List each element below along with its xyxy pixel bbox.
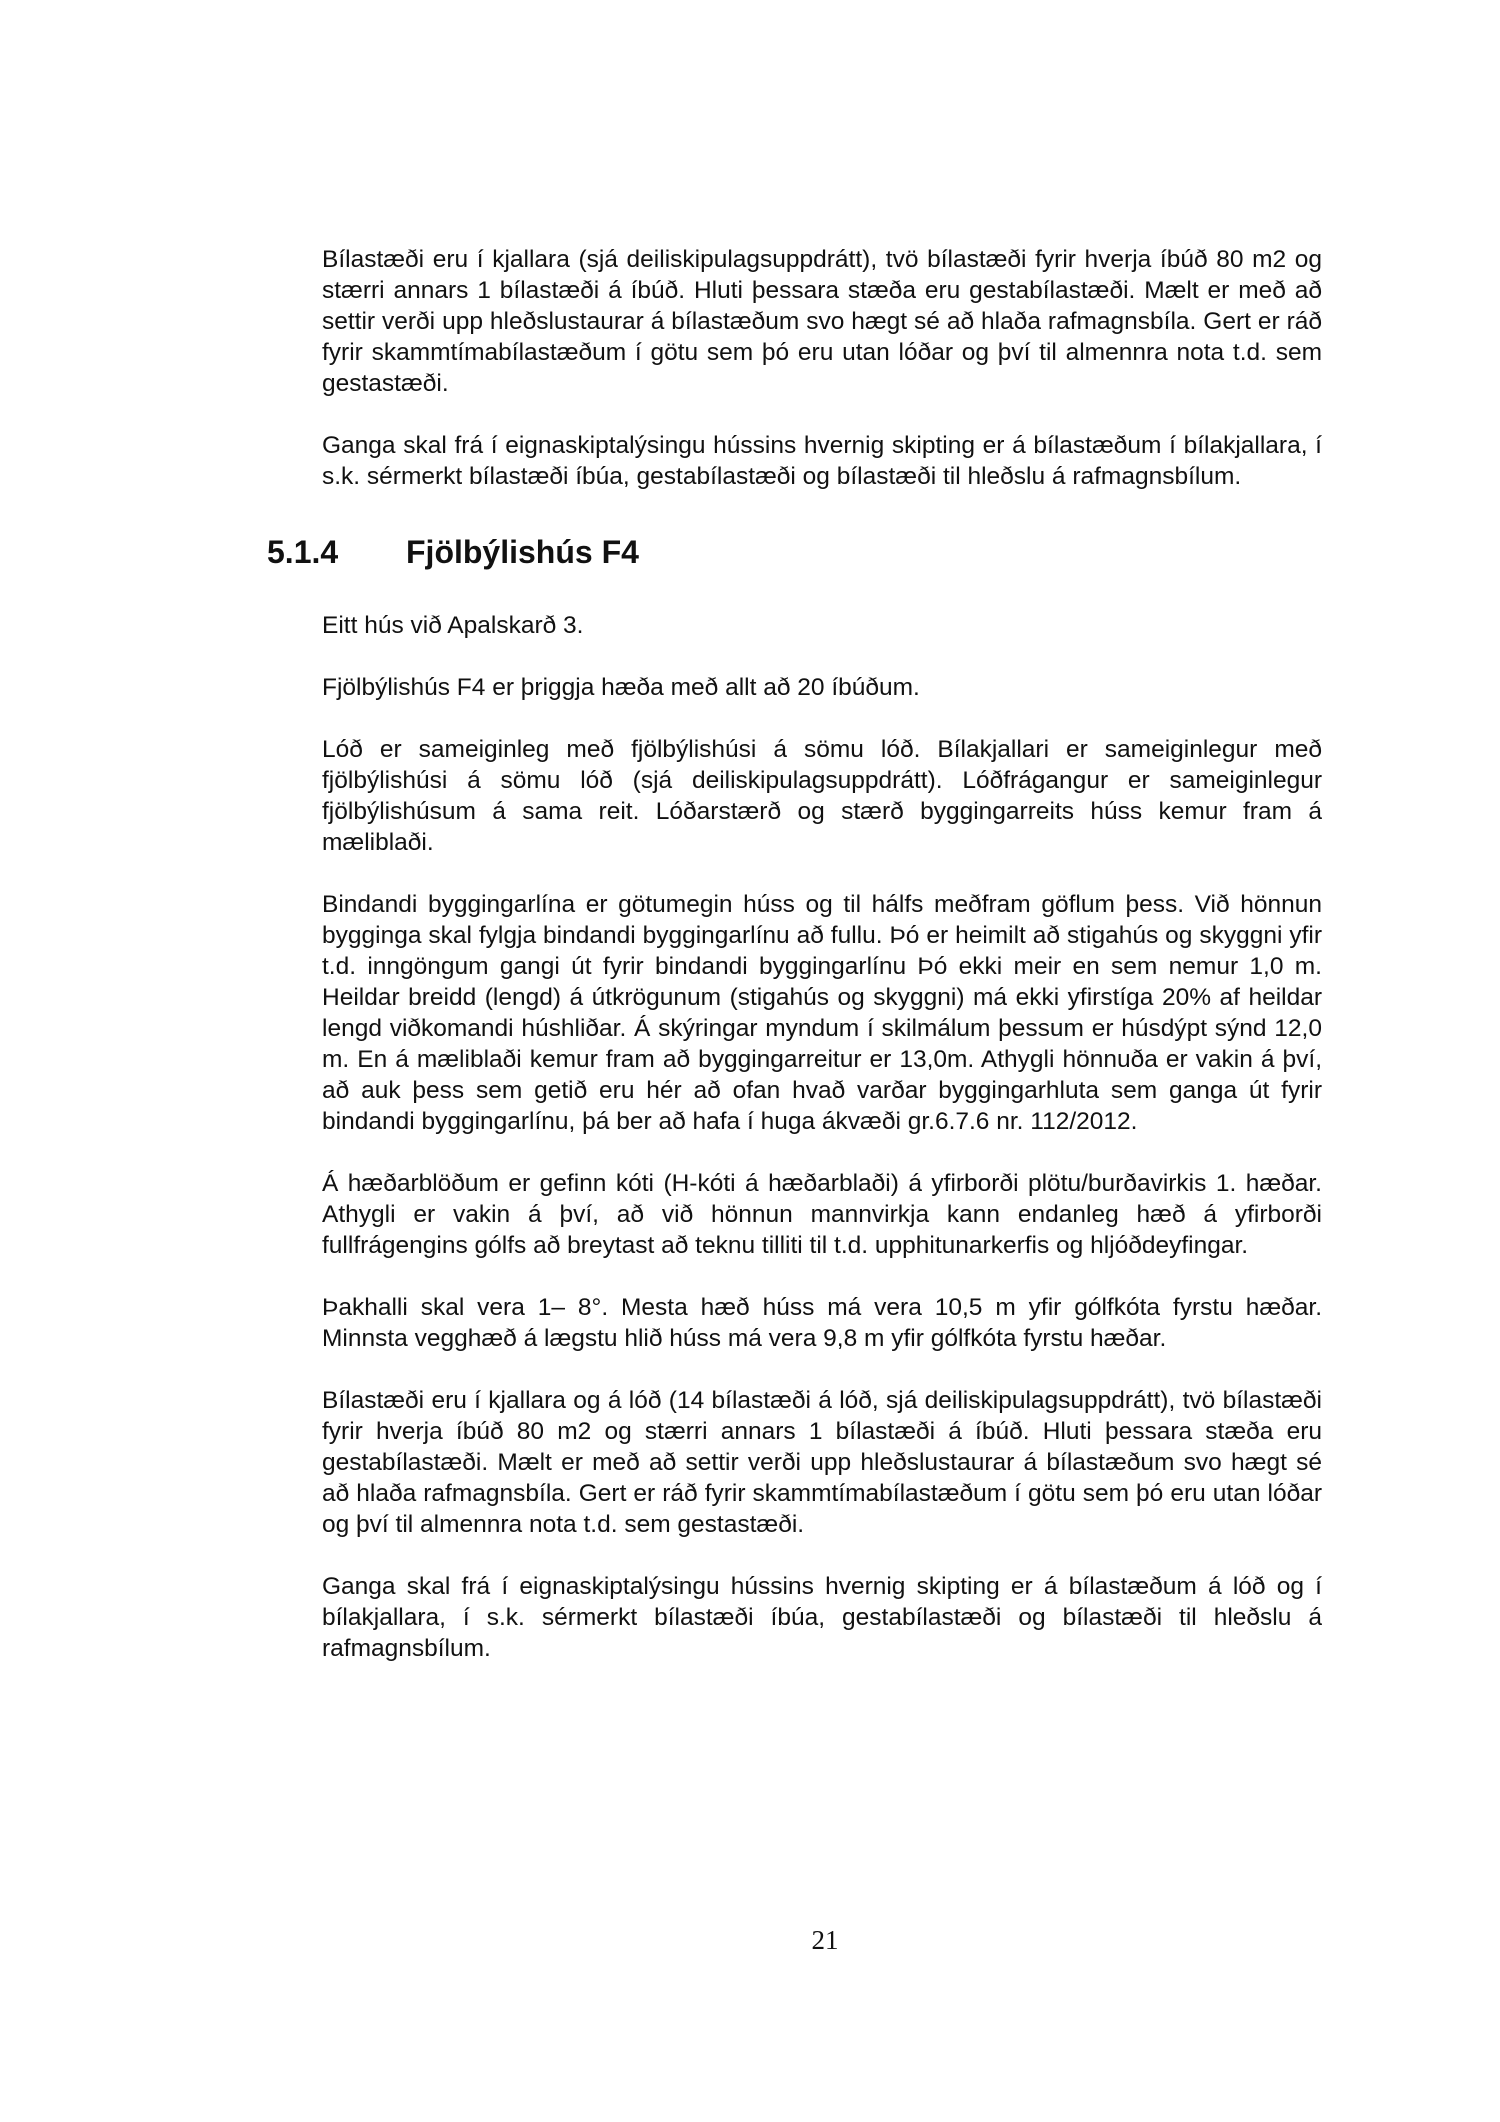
paragraph-parking-basement: Bílastæði eru í kjallara (sjá deiliskipulagsuppdrátt), tvö bílastæði fyrir hverja íbúð 80 m2 og stærri annars 1 bílastæði á íbúð. Hluti þessara stæða eru gestabílastæði. Mælt er með að settir verði upp hleðslustaurar á bílastæðum svo hægt sé að hlaða rafmagnsbíla. Gert er ráð fyrir skammtímabílastæðum í götu sem þó eru utan lóðar og því til almennra nota t.d. sem gestastæði. xyxy=(322,246,1322,397)
paragraph-building-line: Bindandi byggingarlína er götumegin húss og til hálfs meðfram göflum þess. Við hönnun bygginga skal fylgja bindandi byggingarlínu að fullu. Þó er heimilt að stigahús og skyggni yfir t.d. inngöngum gangi út fyrir bindandi byggingarlínu Þó ekki meir en sem nemur 1,0 m. Heildar breidd (lengd) á útkrögunum (stigahús og skyggni) má ekki yfirstíga 20% af heildar lengd viðkomandi húshliðar. Á skýringar myndum í skilmálum þessum er húsdýpt sýnd 12,0 m. En á mæliblaði kemur fram að byggingarreitur er 13,0m. Athygli hönnuða er vakin á því, að auk þess sem getið eru hér að ofan hvað varðar byggingarhluta sem ganga út fyrir bindandi byggingarlínu, þá ber að hafa í huga ákvæði gr.6.7.6 nr. 112/2012. xyxy=(322,891,1322,1135)
section-title: Fjölbýlishús F4 xyxy=(406,534,639,570)
paragraph-address: Eitt hús við Apalskarð 3. xyxy=(322,612,584,639)
paragraph-lot: Lóð er sameiginleg með fjölbýlishúsi á sömu lóð. Bílakjallari er sameiginlegur með fjölbýlishúsi á sömu lóð (sjá deiliskipulagsuppdrátt). Lóðfrágangur er sameiginlegur fjölbýlishúsum á sama reit. Lóðarstærð og stærð byggingarreits húss kemur fram á mæliblaði. xyxy=(322,736,1322,856)
paragraph-parking-registration: Ganga skal frá í eignaskiptalýsingu hússins hvernig skipting er á bílastæðum á lóð og í bílakjallara, í s.k. sérmerkt bílastæði íbúa, gestabílastæði og bílastæði til hleðslu á rafmagnsbílum. xyxy=(322,1573,1322,1662)
document-body xyxy=(267,244,1322,1664)
paragraph-roof-pitch: Þakhalli skal vera 1– 8°. Mesta hæð húss má vera 10,5 m yfir gólfkóta fyrstu hæðar. Minnsta vegghæð á lægstu hlið húss má vera 9,8 m yfir gólfkóta fyrstu hæðar. xyxy=(322,1294,1322,1352)
paragraph-parking-allocation: Ganga skal frá í eignaskiptalýsingu hússins hvernig skipting er á bílastæðum í bílakjallara, í s.k. sérmerkt bílastæði íbúa, gestabílastæði og bílastæði til hleðslu á rafmagnsbílum. xyxy=(322,432,1322,490)
section-number: 5.1.4 xyxy=(267,534,339,570)
page-number: 21 xyxy=(811,1925,839,1955)
paragraph-height-plans: Á hæðarblöðum er gefinn kóti (H-kóti á hæðarblaði) á yfirborði plötu/burðavirkis 1. hæðar. Athygli er vakin á því, að við hönnun mannvirkja kann endanleg hæð á yfirborði fullfrágengins gólfs að breytast að teknu tilliti til t.d. upphitunarkerfis og hljóðdeyfingar. xyxy=(322,1170,1322,1259)
section-heading xyxy=(267,532,1322,572)
paragraph-parking-lot: Bílastæði eru í kjallara og á lóð (14 bílastæði á lóð, sjá deiliskipulagsuppdrátt), tvö bílastæði fyrir hverja íbúð 80 m2 og stærri annars 1 bílastæði á íbúð. Hluti þessara stæða eru gestabílastæði. Mælt er með að settir verði upp hleðslustaurar á bílastæðum svo hægt sé að hlaða rafmagnsbíla. Gert er ráð fyrir skammtímabílastæðum í götu sem þó eru utan lóðar og því til almennra nota t.d. sem gestastæði. xyxy=(322,1387,1322,1538)
paragraph-floors: Fjölbýlishús F4 er þriggja hæða með allt að 20 íbúðum. xyxy=(322,674,920,701)
